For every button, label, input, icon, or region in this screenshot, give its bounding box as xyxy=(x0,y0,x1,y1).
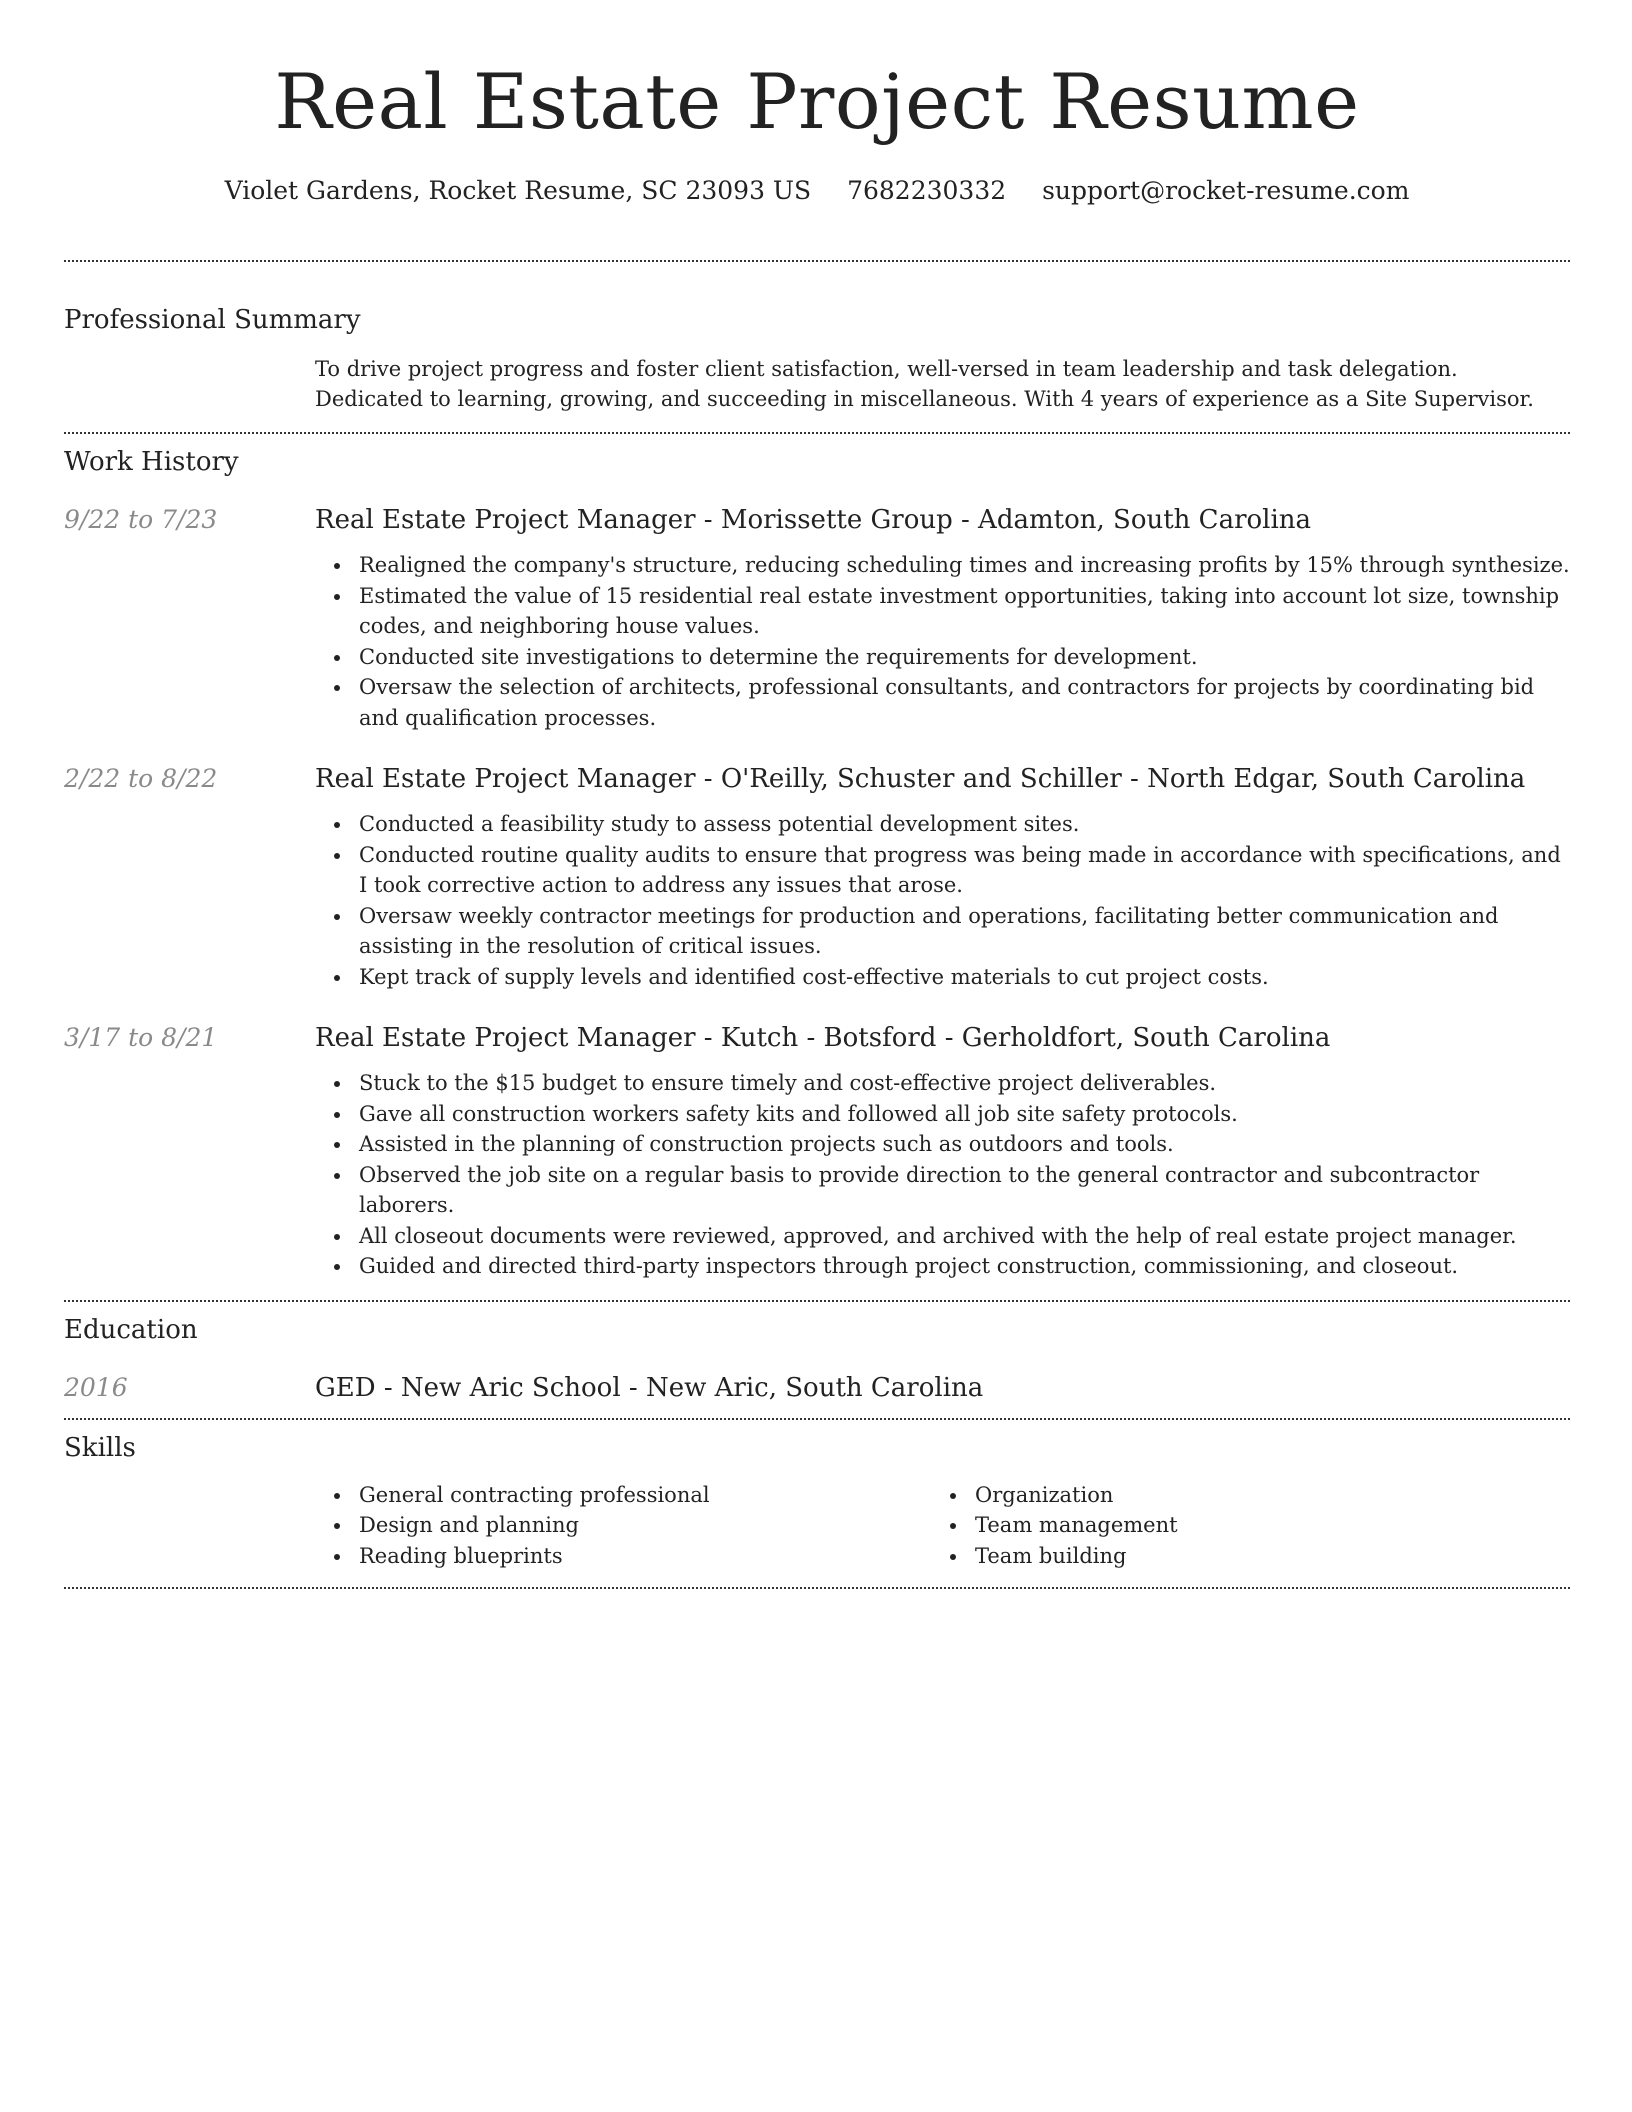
education-entry xyxy=(64,1370,1570,1406)
list-item: Conducted a feasibility study to assess potential development sites. xyxy=(315,809,1570,840)
skills-row xyxy=(64,1480,1570,1572)
list-item: Gave all construction workers safety kits and followed all job site safety protocols. xyxy=(315,1099,1570,1130)
divider xyxy=(64,432,1570,434)
list-item: Reading blueprints xyxy=(315,1541,931,1572)
contact-phone: 7682230332 xyxy=(847,176,1007,205)
list-item: Conducted routine quality audits to ensure that progress was being made in accordance with specifications, and I took corrective action to address any issues that arose. xyxy=(315,840,1570,901)
list-item: Oversaw the selection of architects, professional consultants, and contractors for projects by coordinating bid and qualification processes. xyxy=(315,672,1570,733)
list-item: Team management xyxy=(931,1510,1547,1541)
section-title-skills: Skills xyxy=(64,1432,136,1463)
job-title: Real Estate Project Manager - O'Reilly, Schuster and Schiller - North Edgar, South Carolina xyxy=(315,764,1526,794)
section-title-summary: Professional Summary xyxy=(64,305,361,335)
job-entry xyxy=(64,1020,1570,1282)
list-item: Assisted in the planning of construction projects such as outdoors and tools. xyxy=(315,1129,1570,1160)
job-bullets xyxy=(315,809,1570,992)
list-item: Estimated the value of 15 residential real estate investment opportunities, taking into account lot size, township codes, and neighboring house values. xyxy=(315,581,1570,642)
list-item: Observed the job site on a regular basis to provide direction to the general contractor and subcontractor laborers. xyxy=(315,1160,1570,1221)
education-year: 2016 xyxy=(64,1372,128,1402)
list-item: Conducted site investigations to determine the requirements for development. xyxy=(315,642,1570,673)
list-item: Realigned the company's structure, reducing scheduling times and increasing profits by 15% through synthesize. xyxy=(315,550,1570,581)
job-dates: 2/22 to 8/22 xyxy=(64,764,218,793)
list-item: Organization xyxy=(931,1480,1547,1511)
job-bullets xyxy=(315,550,1570,733)
education-title: GED - New Aric School - New Aric, South Carolina xyxy=(315,1372,984,1403)
list-item: All closeout documents were reviewed, approved, and archived with the help of real estate project manager. xyxy=(315,1221,1570,1252)
skills-list-left xyxy=(315,1480,931,1572)
job-title: Real Estate Project Manager - Kutch - Botsford - Gerholdfort, South Carolina xyxy=(315,1023,1331,1053)
list-item: Team building xyxy=(931,1541,1547,1572)
skills-columns xyxy=(315,1480,1570,1572)
summary-text: To drive project progress and foster client satisfaction, well-versed in team leadership and task delegation. Dedicated to learning, growing, and succeeding in miscellaneous. With 4 years of experience as a Site Supervisor. xyxy=(315,357,1534,411)
resume-title: Real Estate Project Resume xyxy=(274,57,1360,146)
job-dates: 9/22 to 7/23 xyxy=(64,505,218,534)
section-title-education: Education xyxy=(64,1314,198,1345)
list-item: General contracting professional xyxy=(315,1480,931,1511)
divider xyxy=(64,1300,1570,1302)
list-item: Oversaw weekly contractor meetings for production and operations, facilitating better communication and assisting in the resolution of critical issues. xyxy=(315,901,1570,962)
skills-list-right xyxy=(931,1480,1547,1572)
contact-line xyxy=(64,172,1570,210)
job-entry xyxy=(64,761,1570,992)
summary-row xyxy=(64,354,1570,414)
divider xyxy=(64,260,1570,262)
contact-address: Violet Gardens, Rocket Resume, SC 23093 US xyxy=(224,176,812,205)
divider xyxy=(64,1418,1570,1420)
job-dates: 3/17 to 8/21 xyxy=(64,1023,218,1052)
divider xyxy=(64,1587,1570,1589)
job-title: Real Estate Project Manager - Morissette Group - Adamton, South Carolina xyxy=(315,505,1312,535)
section-title-work: Work History xyxy=(64,447,239,477)
resume-page xyxy=(64,0,1570,1589)
list-item: Design and planning xyxy=(315,1510,931,1541)
job-entry xyxy=(64,502,1570,733)
list-item: Kept track of supply levels and identified cost-effective materials to cut project costs. xyxy=(315,962,1570,993)
list-item: Guided and directed third-party inspectors through project construction, commissioning, and closeout. xyxy=(315,1251,1570,1282)
contact-email: support@rocket-resume.com xyxy=(1042,176,1410,205)
job-bullets xyxy=(315,1068,1570,1282)
list-item: Stuck to the $15 budget to ensure timely and cost-effective project deliverables. xyxy=(315,1068,1570,1099)
